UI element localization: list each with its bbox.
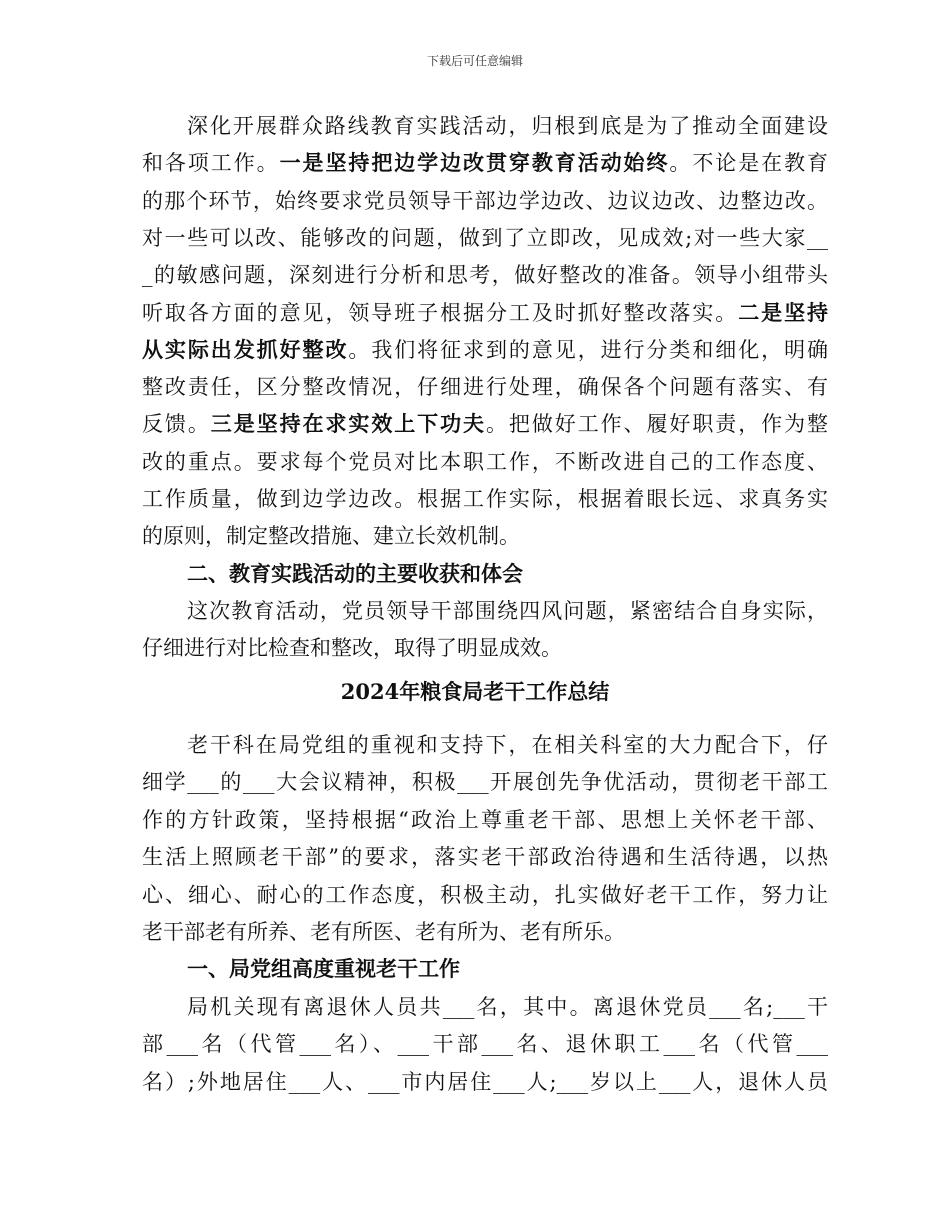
text-line (142, 881, 828, 909)
text-line (142, 1030, 828, 1058)
text-line (142, 560, 828, 588)
text-segment: 对一些可以改、能够改的问题，做到了立即改，见成效;对一些大家__ (142, 225, 828, 250)
text-line (142, 768, 828, 796)
text-line (142, 224, 828, 252)
text-line (142, 485, 828, 513)
text-segment: 的原则，制定整改措施、建立长效机制。 (142, 524, 520, 549)
bold-text: 一、局党组高度重视老干工作 (187, 956, 460, 982)
text-segment: 深化开展群众路线教育实践活动，归根到底是为了推动全面建设 (187, 114, 828, 138)
text-line (142, 336, 828, 364)
text-segment: 仔细进行对比检查和整改，取得了明显成效。 (142, 636, 562, 661)
text-segment: 改的重点。要求每个党员对比本职工作，不断改进自己的工作态度、 (142, 449, 828, 474)
text-segment: 细学___的___大会议精神，积极___开展创先争优活动，贯彻老干部工 (142, 770, 828, 795)
text-segment: 反馈。 (142, 412, 211, 437)
bold-text: 二是坚持 (738, 299, 828, 325)
text-line (142, 843, 828, 871)
text-line (142, 731, 828, 759)
text-segment: 和各项工作。 (142, 151, 280, 176)
text-segment: 部___名（代管___名）、___干部___名、退休职工___名（代管___ (142, 1032, 828, 1057)
bold-text: 二、教育实践活动的主要收获和体会 (187, 560, 523, 586)
text-segment: 生活上照顾老干部”的要求，落实老干部政治待遇和生活待遇，以热 (142, 845, 828, 870)
text-line (142, 1068, 828, 1096)
text-segment: 作的方针政策，坚持根据“政治上尊重老干部、思想上关怀老干部、 (142, 807, 828, 832)
text-line (142, 410, 828, 438)
text-segment: 整改责任，区分整改情况，仔细进行处理，确保各个问题有落实、有 (142, 375, 828, 400)
text-segment: 。我们将征求到的意见，进行分类和细化，明确 (348, 337, 828, 362)
page-header: 下载后可任意编辑 (426, 54, 523, 68)
text-line (142, 187, 828, 215)
text-segment: 工作质量，做到边学边改。根据工作实际，根据着眼长远、求真务实 (142, 487, 828, 511)
text-segment: 心、细心、耐心的工作态度，积极主动，扎实做好老干工作，努力让 (142, 882, 828, 907)
text-line (142, 597, 828, 625)
bold-text: 从实际出发抓好整改 (142, 336, 349, 362)
text-line (142, 955, 828, 983)
bold-text: 三是坚持在求实效上下功夫 (210, 411, 486, 437)
document-title: 2024年粮食局老干工作总结 (340, 679, 610, 704)
text-segment: 。不论是在教育 (669, 151, 828, 176)
text-segment: 名）;外地居住___人、___市内居住___人;___岁以上___人，退休人员 (142, 1069, 828, 1094)
text-line (142, 261, 828, 289)
text-segment: 的那个环节，始终要求党员领导干部边学边改、边议边改、边整边改。 (142, 188, 828, 213)
text-line (142, 373, 828, 401)
text-line (142, 634, 828, 662)
text-segment: 老干科在局党组的重视和支持下，在相关科室的大力配合下，仔 (187, 733, 828, 757)
text-segment: 听取各方面的意见，领导班子根据分工及时抓好整改落实。 (142, 300, 739, 325)
text-segment: 这次教育活动，党员领导干部围绕四风问题，紧密结合自身实际， (187, 598, 828, 623)
text-segment: 。把做好工作、履好职责，作为整 (485, 412, 828, 437)
text-line (142, 918, 828, 946)
text-line (142, 149, 828, 177)
text-segment: _的敏感问题，深刻进行分析和思考，做好整改的准备。领导小组带头 (142, 263, 828, 288)
text-segment: 老干部老有所养、老有所医、老有所为、老有所乐。 (142, 920, 625, 944)
text-segment: 局机关现有离退休人员共___名，其中。离退休党员___名;___干 (187, 994, 828, 1019)
text-line (142, 993, 828, 1021)
bold-text: 一是坚持把边学边改贯穿教育活动始终 (279, 150, 670, 176)
text-line (142, 522, 828, 550)
text-line (142, 112, 828, 140)
text-line (142, 448, 828, 476)
text-line (142, 299, 828, 327)
text-line (142, 806, 828, 834)
